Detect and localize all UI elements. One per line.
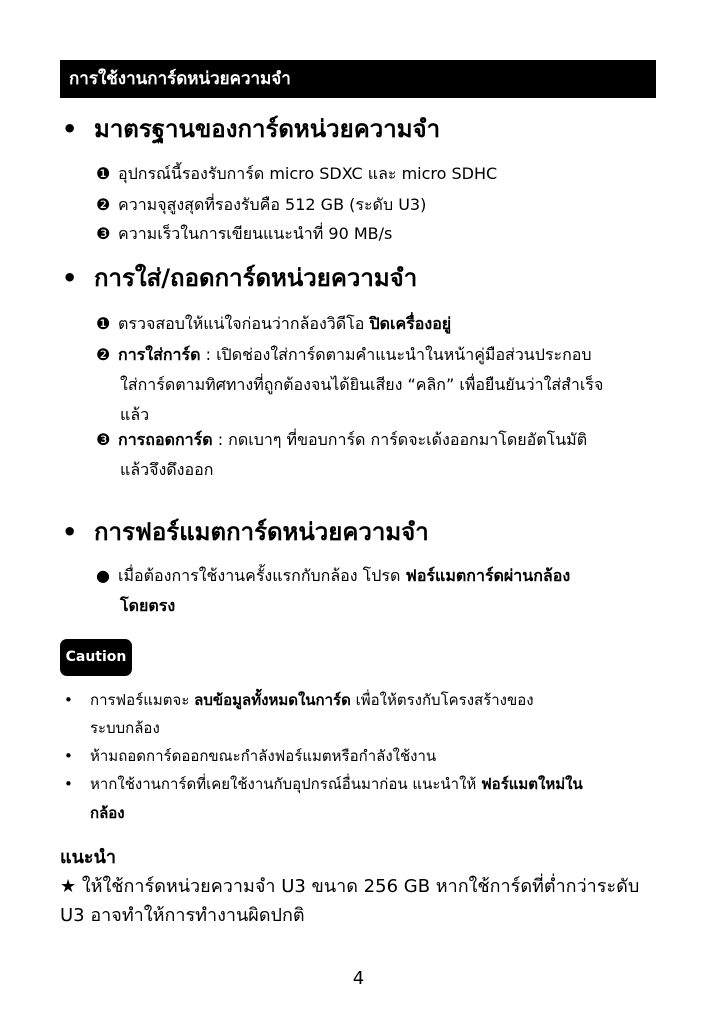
number-two-icon: ❷ [96,195,111,214]
list-item [96,564,570,589]
section-heading-standards [62,109,440,148]
number-two-icon: ❷ [96,345,111,364]
tip-title: แนะนำ [60,847,116,868]
item-text: ความเร็วในการเขียนแนะนำที่ 90 MB/s [118,224,393,243]
item-text: อุปกรณ์นี้รองรับการ์ด micro SDXC และ micro SDHC [118,164,498,183]
item-continuation: แล้ว [120,405,150,424]
filled-circle-icon: ● [96,566,110,585]
list-item [96,343,592,368]
number-three-icon: ❸ [96,224,111,243]
section-header-bar [60,60,656,98]
item-text: : กดเบาๆ ที่ขอบการ์ด การ์ดจะเด้งออกมาโดยอัตโนมัติ [212,430,588,449]
bullet-icon: • [64,747,73,765]
section-title: มาตรฐานของการ์ดหน่วยความจำ [94,115,441,143]
item-bold-text: การถอดการ์ด [118,430,213,449]
item-bold-text: ฟอร์แมตใหม่ใน [481,775,583,793]
item-text: เมื่อต้องการใช้งานครั้งแรกกับกล้อง โปรด [118,566,406,585]
caution-item [64,772,583,796]
item-text: ความจุสูงสุดที่รองรับคือ 512 GB (ระดับ U3) [118,195,427,214]
item-bold-text: ฟอร์แมตการ์ดผ่านกล้อง [405,566,571,585]
tip-line: U3 อาจทำให้การทำงานผิดปกติ [60,905,305,926]
list-item [96,428,587,453]
caution-item [64,744,436,768]
list-item [96,312,451,337]
item-text: การฟอร์แมตจะ [90,691,195,709]
list-item [96,222,392,247]
list-item [96,162,497,187]
bullet-icon: • [64,775,73,793]
item-text: ห้ามถอดการ์ดออกขณะกำลังฟอร์แมตหรือกำลังใช้งาน [90,747,437,765]
header-title: การใช้งานการ์ดหน่วยความจำ [69,69,291,89]
number-one-icon: ❶ [96,164,111,183]
number-three-icon: ❸ [96,430,111,449]
item-bold-text: ปิดเครื่องอยู่ [369,314,452,333]
item-text: ตรวจสอบให้แน่ใจก่อนว่ากล้องวิดีโอ [118,314,370,333]
section-title: การใส่/ถอดการ์ดหน่วยความจำ [94,264,418,292]
item-continuation: ใส่การ์ดตามทิศทางที่ถูกต้องจนได้ยินเสียง “คลิก” เพื่อยืนยันว่าใส่สำเร็จ [120,375,604,394]
item-continuation: แล้วจึงดึงออก [120,460,214,479]
bullet-icon: • [62,115,78,143]
caution-badge: Caution [60,639,132,676]
list-item [96,193,426,218]
bullet-icon: • [64,691,73,709]
item-text: หากใช้งานการ์ดที่เคยใช้งานกับอุปกรณ์อื่นมาก่อน แนะนำให้ [90,775,482,793]
item-continuation: ระบบกล้อง [90,719,160,737]
item-continuation [120,594,175,619]
item-text: เพื่อให้ตรงกับโครงสร้างของ [350,691,534,709]
item-bold-text: การใส่การ์ด [118,345,201,364]
bullet-icon: • [62,518,78,546]
item-bold-text: โดยตรง [120,596,176,615]
item-text: : เปิดช่องใส่การ์ดตามคำแนะนำในหน้าคู่มือส่วนประกอบ [200,345,592,364]
item-bold-text: ลบข้อมูลทั้งหมดในการ์ด [194,691,351,709]
item-bold-text: กล้อง [90,804,125,822]
item-continuation [90,801,125,825]
page-number: 4 [352,968,365,989]
bullet-icon: • [62,264,78,292]
caution-item [64,688,534,712]
section-heading-insert-remove [62,258,417,297]
section-title: การฟอร์แมตการ์ดหน่วยความจำ [94,518,429,546]
tip-line: ★ ให้ใช้การ์ดหน่วยความจำ U3 ขนาด 256 GB หากใช้การ์ดที่ต่ำกว่าระดับ [60,876,640,897]
number-one-icon: ❶ [96,314,111,333]
section-heading-format [62,512,429,551]
